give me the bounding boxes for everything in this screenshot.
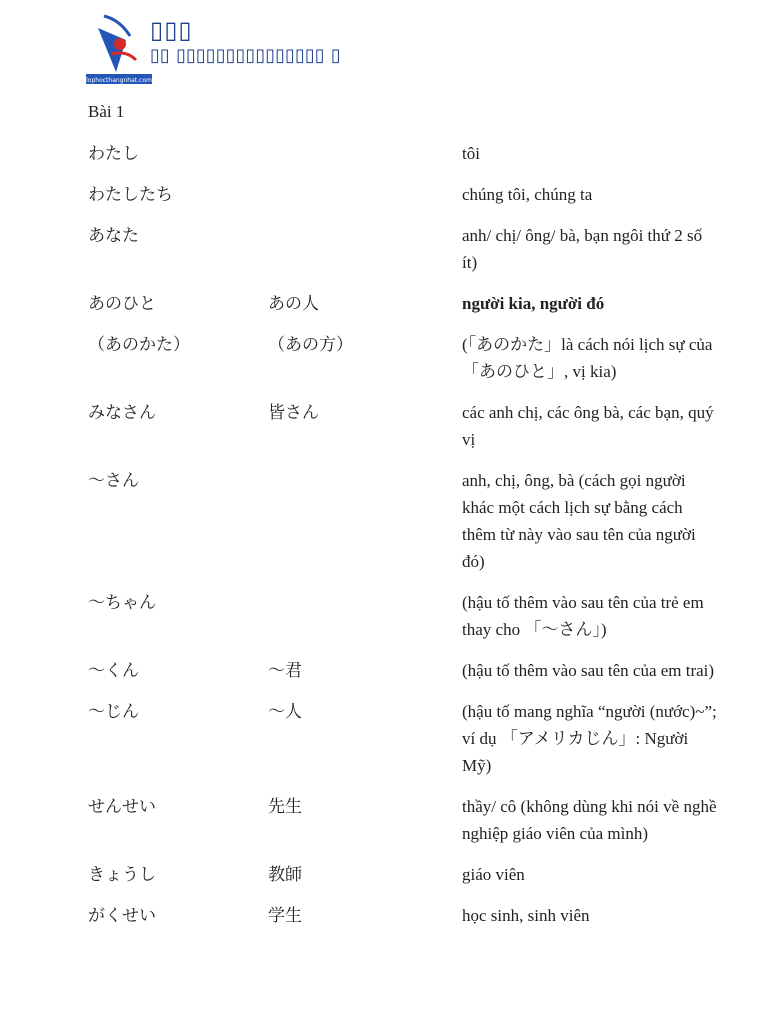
vocab-kanji: あの人 xyxy=(268,294,319,313)
vocab-kanji xyxy=(268,222,462,276)
vocab-kana: ～さん xyxy=(88,471,139,490)
vocab-kanji: 皆さん xyxy=(268,403,319,422)
vocab-kanji: ～君 xyxy=(268,661,302,680)
vocab-meaning: tôi xyxy=(462,144,480,163)
vocab-row xyxy=(88,902,728,929)
vocab-meaning: (hậu tố thêm vào sau tên của em trai) xyxy=(462,661,715,680)
vocab-kanji: 教師 xyxy=(268,865,302,884)
vocab-kanji xyxy=(268,140,462,167)
vocab-meaning: người kia, người đó xyxy=(462,294,605,313)
site-logo xyxy=(86,14,152,84)
vocab-kanji xyxy=(268,589,462,643)
vocab-table xyxy=(88,140,728,943)
logo-mark-icon xyxy=(86,14,152,84)
vocab-kana: （あのかた） xyxy=(88,335,190,354)
vocab-row xyxy=(88,589,728,643)
vocab-meaning: giáo viên xyxy=(462,865,525,884)
vocab-kanji: 先生 xyxy=(268,797,302,816)
vocab-kanji: 学生 xyxy=(268,906,302,925)
vocab-meaning: (hậu tố mang nghĩa “người (nước)~”; ví dụ 「アメリカじん」: Người Mỹ) xyxy=(462,702,717,775)
vocab-kanji: （あの方） xyxy=(268,335,353,354)
brand-line-1: ▯▯▯ xyxy=(150,16,193,44)
vocab-row xyxy=(88,861,728,888)
vocab-kana: あのひと xyxy=(88,294,156,313)
lesson-title: Bài 1 xyxy=(88,102,125,121)
vocab-kana: ～ちゃん xyxy=(88,593,156,612)
vocab-meaning: học sinh, sinh viên xyxy=(462,906,590,925)
vocab-kanji xyxy=(268,181,462,208)
vocab-kana: わたしたち xyxy=(88,185,173,204)
vocab-meaning: anh/ chị/ ông/ bà, bạn ngôi thứ 2 số ít) xyxy=(462,226,703,272)
vocab-meaning: chúng tôi, chúng ta xyxy=(462,185,593,204)
vocab-kana: わたし xyxy=(88,144,139,163)
vocab-kanji xyxy=(268,467,462,575)
brand-text xyxy=(150,16,341,68)
vocab-meaning: anh, chị, ông, bà (cách gọi người khác một cách lịch sự bằng cách thêm từ này vào sau tên của người đó) xyxy=(462,471,696,571)
vocab-kanji: ～人 xyxy=(268,702,302,721)
brand-line-2: ▯▯ ▯▯▯▯▯▯▯▯▯▯▯▯▯▯▯ ▯ xyxy=(150,45,341,66)
vocab-kana: ～じん xyxy=(88,702,139,721)
vocab-kana: きょうし xyxy=(88,865,156,884)
vocab-row xyxy=(88,467,728,575)
vocab-kana: みなさん xyxy=(88,403,156,422)
vocab-row xyxy=(88,140,728,167)
vocab-row xyxy=(88,331,728,385)
logo-caption: lophocthangnhat.com xyxy=(86,77,152,84)
vocab-row xyxy=(88,657,728,684)
vocab-row xyxy=(88,181,728,208)
vocab-row xyxy=(88,793,728,847)
vocab-kana: ～くん xyxy=(88,661,139,680)
vocab-meaning: (「あのかた」là cách nói lịch sự của「あのひと」, vị kia) xyxy=(462,335,713,381)
vocab-meaning: (hậu tố thêm vào sau tên của trẻ em thay cho 「～さん」) xyxy=(462,593,704,639)
vocab-row xyxy=(88,290,728,317)
vocab-meaning: thầy/ cô (không dùng khi nói về nghề nghiệp giáo viên của mình) xyxy=(462,797,717,843)
vocab-kana: あなた xyxy=(88,226,139,245)
vocab-meaning: các anh chị, các ông bà, các bạn, quý vị xyxy=(462,403,714,449)
vocab-kana: がくせい xyxy=(88,906,156,925)
vocab-kana: せんせい xyxy=(88,797,156,816)
vocab-row xyxy=(88,222,728,276)
vocab-row xyxy=(88,399,728,453)
vocab-row xyxy=(88,698,728,779)
